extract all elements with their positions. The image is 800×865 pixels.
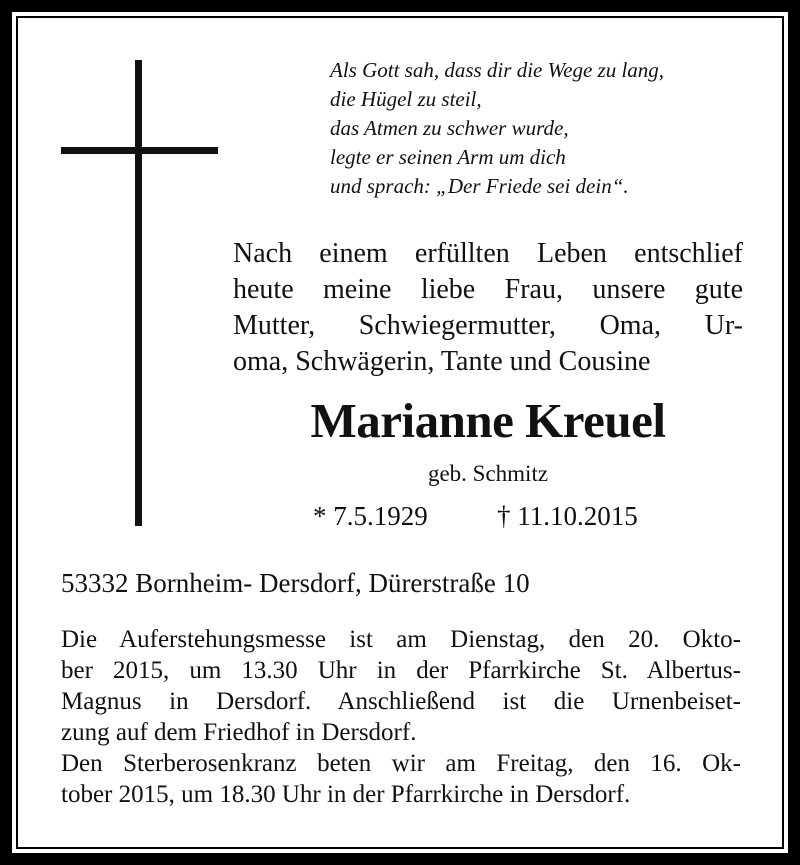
maiden-name: geb. Schmitz <box>427 461 549 486</box>
details-line: ber 2015, um 13.30 Uhr in der Pfarrkirche St. Albertus- <box>61 657 741 684</box>
intro-line: Nach einem erfüllten Leben entschlief <box>233 238 743 269</box>
details-line: Die Auferstehungsmesse ist am Dienstag, den 20. Okto- <box>61 626 741 653</box>
intro-line: oma, Schwägerin, Tante und Cousine <box>233 346 651 377</box>
poem <box>330 56 750 201</box>
birth-date: * 7.5.1929 <box>313 501 428 531</box>
deceased-name: Marianne Kreuel <box>310 393 666 448</box>
address: 53332 Bornheim- Dersdorf, Dürerstraße 10 <box>61 568 530 598</box>
details-line: Den Sterberosenkranz beten wir am Freitag, den 16. Ok- <box>61 750 741 777</box>
details-line: zung auf dem Friedhof in Dersdorf. <box>61 719 417 746</box>
details-line: Magnus in Dersdorf. Anschließend ist die Urnenbeiset- <box>61 688 741 715</box>
intro-text <box>233 236 743 380</box>
inner-border <box>16 16 784 849</box>
service-details <box>61 624 741 810</box>
cross-horizontal-bar <box>61 147 218 154</box>
poem-line: Als Gott sah, dass dir die Wege zu lang, <box>330 58 665 82</box>
poem-line: und sprach: „Der Friede sei dein“. <box>330 174 629 198</box>
intro-line: Mutter, Schwiegermutter, Oma, Ur- <box>233 310 743 341</box>
poem-line: das Atmen zu schwer wurde, <box>330 116 569 140</box>
cross-vertical-bar <box>135 60 142 526</box>
poem-line: legte er seinen Arm um dich <box>330 145 566 169</box>
details-line: tober 2015, um 18.30 Uhr in der Pfarrkirche in Dersdorf. <box>61 781 631 808</box>
poem-line: die Hügel zu steil, <box>330 87 482 111</box>
intro-line: heute meine liebe Frau, unsere gute <box>233 274 743 305</box>
death-date: † 11.10.2015 <box>497 501 638 531</box>
